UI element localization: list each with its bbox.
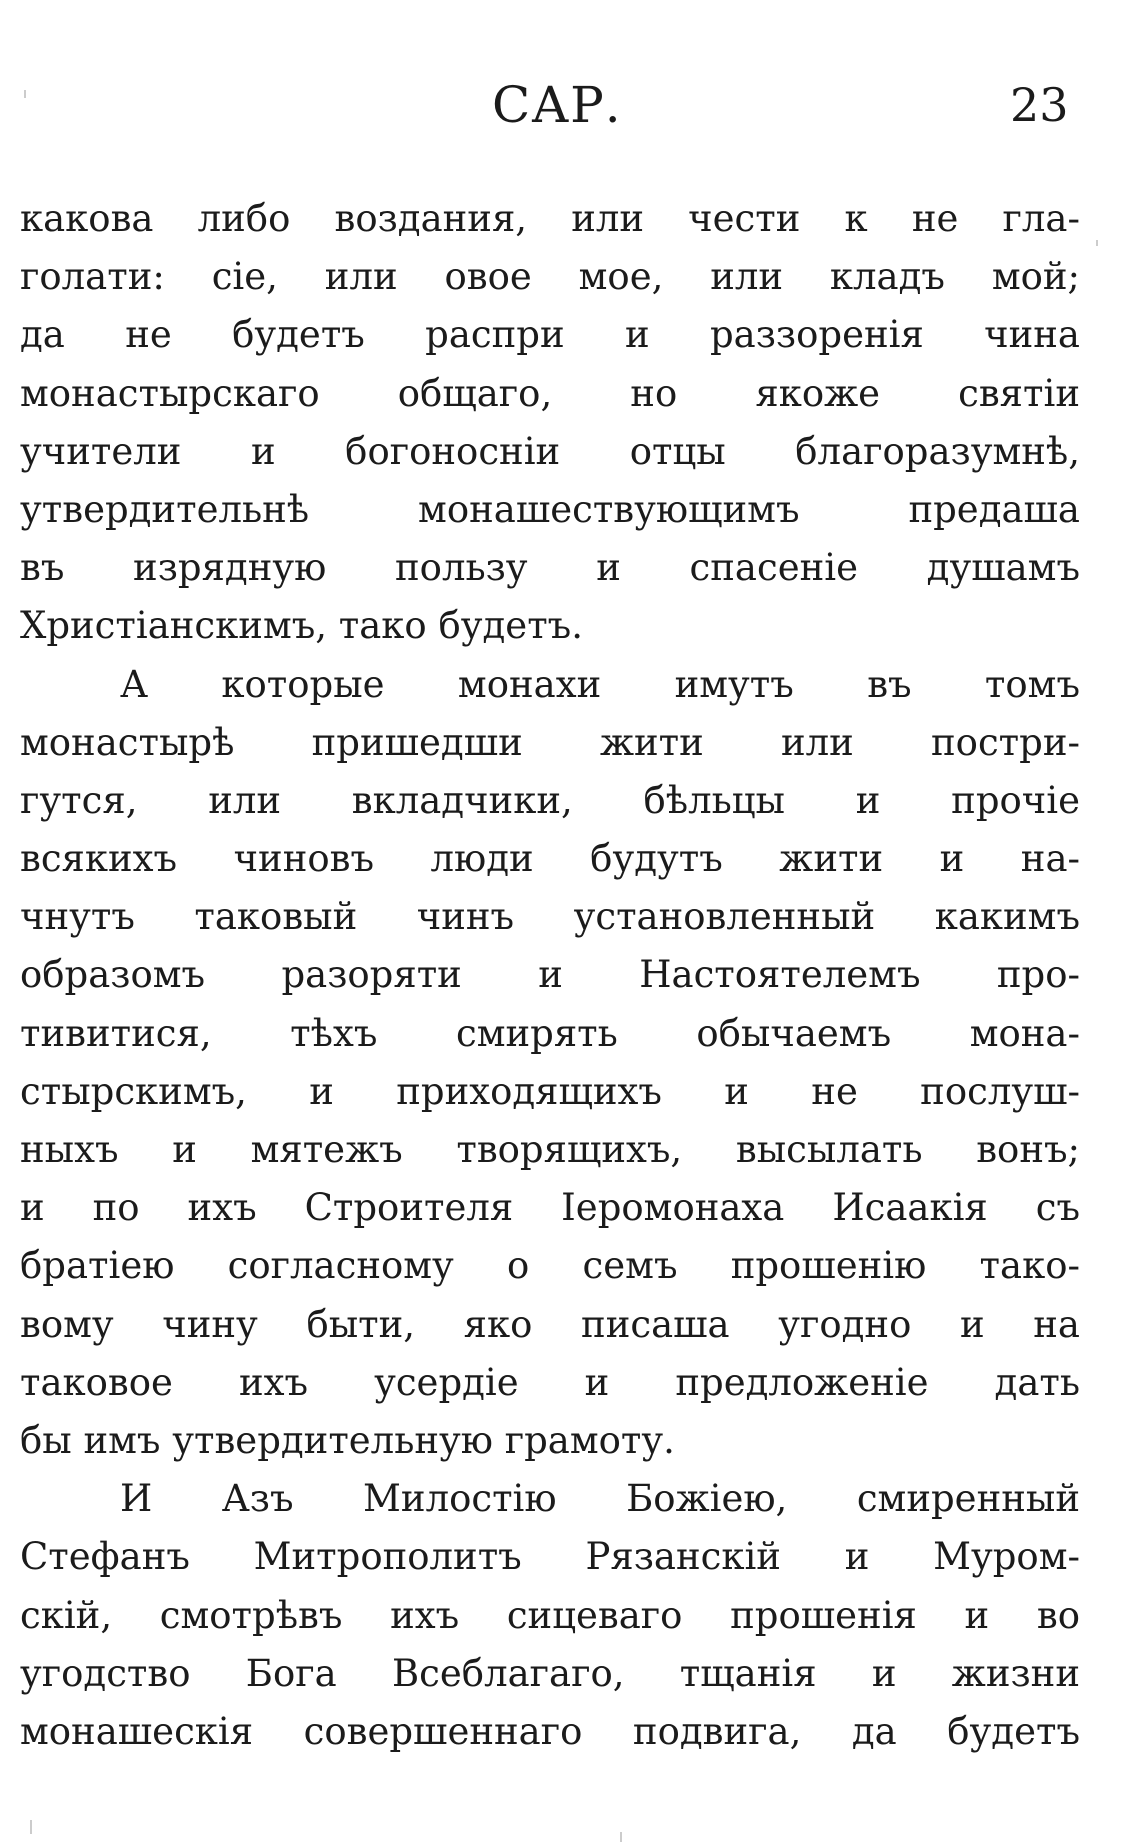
print-speck (1096, 240, 1098, 246)
text-line: ныхъ и мятежъ творящихъ, высылать вонъ; (20, 1128, 1080, 1171)
text-line: стырскимъ, и приходящихъ и не послуш- (20, 1069, 1080, 1113)
print-speck (30, 1820, 32, 1834)
text-line: тивитися, тѣхъ смирять обычаемъ мона- (20, 1011, 1080, 1055)
text-line: образомъ разоряти и Настоятелемъ про- (20, 953, 1080, 997)
text-line: голати: сіе, или овое мое, или кладъ мой; (20, 255, 1080, 299)
text-line: А которые монахи имутъ въ томъ (120, 662, 1080, 706)
text-line: таковое ихъ усердіе и предложеніе дать (20, 1360, 1080, 1404)
page-number: 23 (1010, 78, 1069, 132)
text-line: угодство Бога Всеблагаго, тщанія и жизни (20, 1651, 1080, 1695)
running-head: САР. (492, 76, 622, 134)
print-speck (24, 90, 26, 98)
text-line: братіею согласному о семъ прошенію тако- (20, 1244, 1080, 1288)
text-line: утвердительнѣ монашествующимъ предаша (20, 487, 1080, 531)
text-line: какова либо воздания, или чести к не гла- (20, 197, 1080, 240)
text-line: вому чину быти, яко писаша угодно и на (20, 1302, 1080, 1346)
text-line: скій, смотрѣвъ ихъ сицеваго прошенія и во (20, 1593, 1080, 1637)
text-line: Христіанскимъ, тако будетъ. (20, 604, 583, 648)
text-line: въ изрядную пользу и спасеніе душамъ (20, 546, 1080, 590)
page-header (0, 76, 1140, 146)
text-line: монашескія совершеннаго подвига, да будетъ (20, 1709, 1080, 1753)
text-line: монастырѣ пришедши жити или постри- (20, 720, 1080, 764)
text-line: чнутъ таковый чинъ установленный какимъ (20, 895, 1080, 939)
text-line: да не будетъ распри и раззоренія чина (20, 313, 1080, 357)
text-line: бы имъ утвердительную грамоту. (20, 1418, 675, 1462)
body-text (20, 190, 1080, 1761)
text-line: учители и богоносніи отцы благоразумнѣ, (20, 429, 1080, 473)
text-line: И Азъ Милостію Божіею, смиренный (120, 1477, 1080, 1521)
text-line: гутся, или вкладчики, бѣльцы и прочіе (20, 778, 1080, 822)
text-line: Стефанъ Митрополитъ Рязанскій и Муром- (20, 1535, 1080, 1579)
text-line: и по ихъ Строителя Іеромонаха Исаакія съ (20, 1186, 1080, 1230)
text-line: монастырскаго общаго, но якоже святіи (20, 371, 1080, 415)
text-line: всякихъ чиновъ люди будутъ жити и на- (20, 837, 1080, 881)
print-speck (620, 1832, 622, 1842)
